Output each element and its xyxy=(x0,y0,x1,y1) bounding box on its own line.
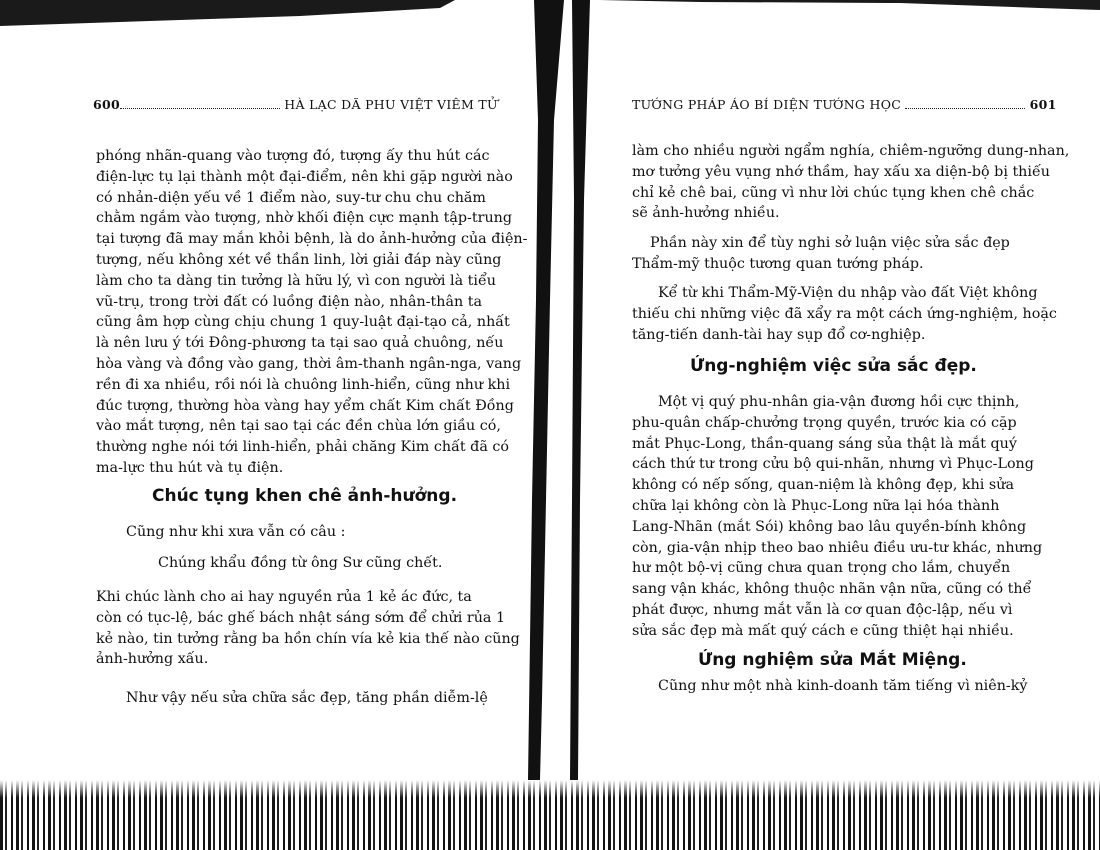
text-line: Chúng khẩu đồng từ ông Sư cũng chết. xyxy=(158,555,443,571)
text-line: ảnh-hưởng xấu. xyxy=(96,651,209,668)
left-paragraph-1 xyxy=(96,146,528,479)
left-section-heading: Chúc tụng khen chê ảnh-hưởng. xyxy=(152,486,458,506)
left-page-number: 600 xyxy=(93,97,120,112)
text-line: Kể từ khi Thẩm-Mỹ-Viện du nhập vào đất Việt không xyxy=(658,285,1038,301)
text-line: còn, gia-vận nhịp theo bao nhiêu điều ưu-tư khác, nhưng xyxy=(632,539,1043,556)
text-line: sang vận khác, không thuộc nhãn vận nữa, cũng có thể xyxy=(632,581,1032,598)
text-line: rền đi xa nhiều, rồi nói là chuông linh-hiển, cũng như khi xyxy=(96,376,511,393)
right-running-title: TƯỚNG PHÁP ÁO BÍ DIỆN TƯỚNG HỌC xyxy=(632,97,902,112)
text-line: chữa lại không còn là Phục-Long nữa lại hóa thành xyxy=(632,497,1000,514)
text-line: chỉ kẻ chê bai, cũng vì như lời chúc tụng khen chê chắc xyxy=(632,184,1035,201)
text-line: cũng âm hợp cùng chịu chung 1 quy-luật đại-tạo cả, nhất xyxy=(96,314,510,331)
text-line: mắt Phục-Long, thần-quang sáng sủa thật là mắt quý xyxy=(632,435,1017,452)
left-running-head xyxy=(93,97,513,112)
text-line: phu-quân chấp-chưởng trọng quyền, trước kia có cặp xyxy=(632,414,1017,431)
text-line: có nhản-diện yếu về 1 điểm nào, suy-tư chu chu chăm xyxy=(96,189,486,206)
text-line: tượng, nếu không xét về thần linh, lời giải đáp này cũng xyxy=(96,251,502,268)
text-line: thường nghe nói tới linh-hiển, phải chăng Kim chất đã có xyxy=(96,439,510,456)
right-paragraph-1 xyxy=(632,141,1070,224)
text-line: Một vị quý phu-nhân gia-vận đương hồi cực thịnh, xyxy=(658,394,1020,410)
text-line: hòa vàng và đồng vào gang, thời âm-thanh ngân-nga, vang xyxy=(96,355,522,372)
text-line: phát được, nhưng mắt vẫn là cơ quan độc-lập, nếu vì xyxy=(632,601,1013,618)
text-line: phóng nhãn-quang vào tượng đó, tượng ấy thu hút các xyxy=(96,148,490,164)
text-line: làm cho ta dàng tin tưởng là hữu lý, vì con người là tiểu xyxy=(96,272,496,289)
text-line: còn có tục-lệ, bác ghế bách nhật sáng sớm để chửi rủa 1 xyxy=(96,609,506,626)
text-line: vũ-trụ, trong trời đất có luồng điện nào, nhân-thân ta xyxy=(96,293,483,310)
text-line: Phần này xin để tùy nghi sở luận việc sửa sắc đẹp xyxy=(650,235,1010,251)
leader-dots xyxy=(905,104,1025,109)
text-line: tại tượng đã may mắn khỏi bệnh, là do ảnh-hưởng của điện- xyxy=(96,231,528,248)
text-line: Cũng như khi xưa vẫn có câu : xyxy=(126,524,346,540)
text-line: là nên lưu ý tới Đông-phương ta tại sao quả chuông, nếu xyxy=(96,335,504,352)
text-line: đúc tượng, thường hòa vàng hay yểm chất Kim chất Đồng xyxy=(96,397,514,414)
text-line: thiếu chi những việc đã xẩy ra một cách ứng-nghiệm, hoặc xyxy=(632,305,1057,322)
text-line: cách thứ tư trong cửu bộ qui-nhãn, nhưng vì Phục-Long xyxy=(632,456,1034,473)
text-line: Khi chúc lành cho ai hay nguyền rủa 1 kẻ ác đức, ta xyxy=(96,589,472,605)
text-line: kẻ nào, tin tưởng rằng ba hồn chín vía kẻ kia thế nào cũng xyxy=(96,630,520,647)
text-line: Như vậy nếu sửa chữa sắc đẹp, tăng phần diễm-lệ xyxy=(126,690,488,706)
text-line: điện-lực tụ lại thành một đại-điểm, nên khi gặp người nào xyxy=(96,168,513,185)
left-paragraph-2 xyxy=(126,522,506,543)
right-section-heading-2: Ứng nghiệm sửa Mắt Miệng. xyxy=(698,650,967,670)
text-line: Cũng như một nhà kinh-doanh tăm tiếng vì niên-kỷ xyxy=(658,678,1028,694)
text-line: làm cho nhiều người ngẩm nghía, chiêm-ngưỡng dung-nhan, xyxy=(632,143,1070,159)
leader-dots xyxy=(120,104,280,109)
right-paragraph-5 xyxy=(632,676,1040,697)
right-paragraph-3 xyxy=(632,283,1057,345)
text-line: ma-lực thu hút và tụ điện. xyxy=(96,459,284,476)
scan-stripe-fade xyxy=(0,780,1100,798)
left-paragraph-4 xyxy=(126,688,506,709)
book-spine-shadow xyxy=(520,0,590,850)
text-line: Lang-Nhãn (mắt Sói) không bao lâu quyền-bính không xyxy=(632,518,1027,535)
right-running-head xyxy=(632,97,1057,112)
text-line: chằm ngắm vào tượng, nhờ khối điện cực mạnh tập-trung xyxy=(96,210,513,227)
text-line: sẽ ảnh-hưởng nhiều. xyxy=(632,205,780,222)
text-line: mơ tưởng yêu vụng nhớ thầm, hay xấu xa diện-bộ bị thiếu xyxy=(632,163,1050,180)
left-quote xyxy=(158,553,498,574)
right-paragraph-2 xyxy=(632,233,1040,275)
left-running-title: HÀ LẠC DÃ PHU VIỆT VIÊM TỬ xyxy=(284,97,498,112)
text-line: tăng-tiến danh-tài hay sụp đổ cơ-nghiệp. xyxy=(632,326,926,343)
right-paragraph-4 xyxy=(632,392,1043,642)
text-line: hư một bộ-vị cũng chưa quan trọng cho lắm, chuyển xyxy=(632,560,1011,577)
text-line: sửa sắc đẹp mà mất quý cách e cũng thiệt hại nhiều. xyxy=(632,622,1014,639)
text-line: Thẩm-mỹ thuộc tương quan tướng pháp. xyxy=(632,255,924,272)
text-line: vào mắt tượng, nên tại sao tại các đền chùa lớn giầu có, xyxy=(96,418,501,435)
text-line: không có nếp sống, quan-niệm là không đẹp, khi sửa xyxy=(632,477,1014,494)
right-section-heading-1: Ứng-nghiệm việc sửa sắc đẹp. xyxy=(690,356,977,376)
right-page-number: 601 xyxy=(1029,97,1057,112)
left-paragraph-3 xyxy=(96,587,520,670)
